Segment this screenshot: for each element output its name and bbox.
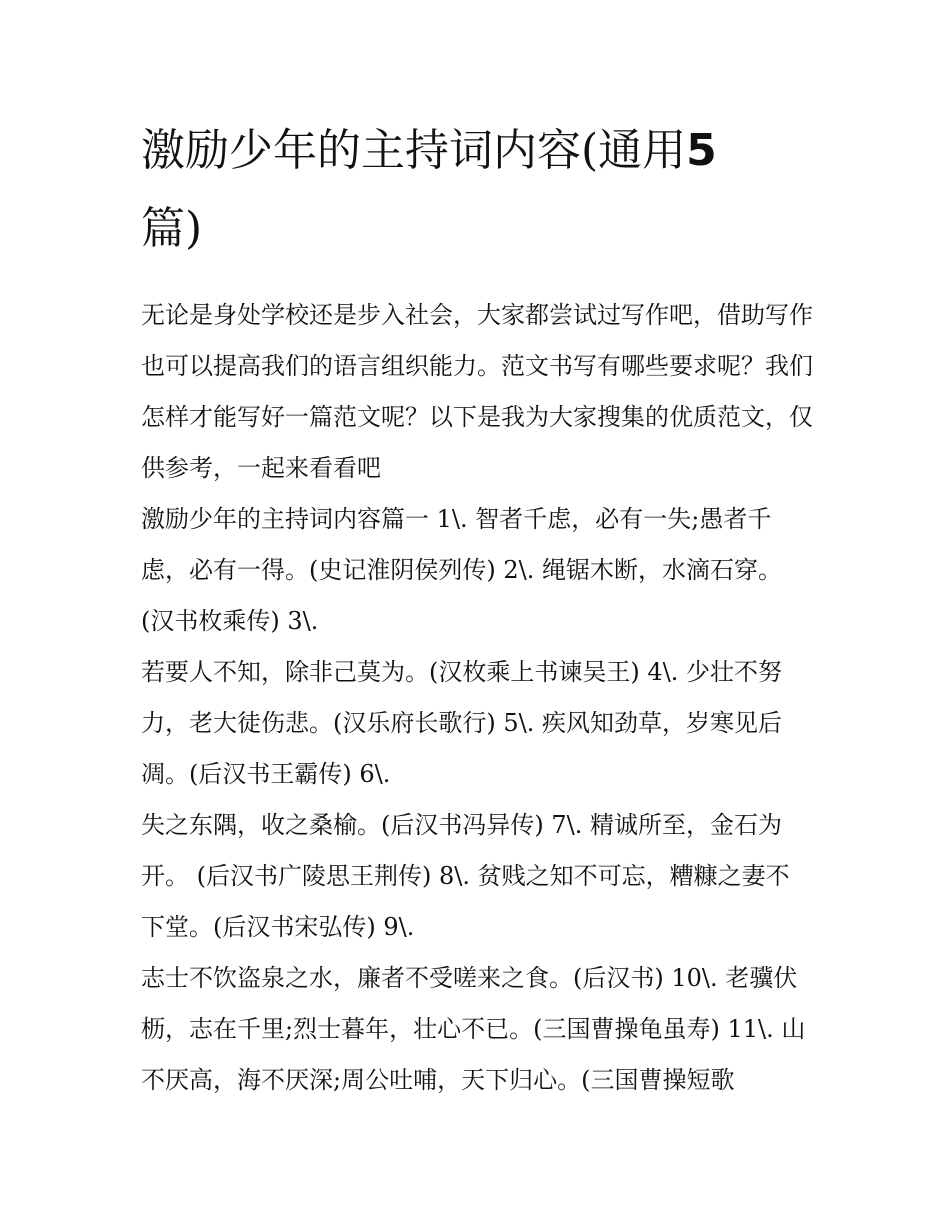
title-end-text: 篇) <box>141 203 203 254</box>
body-paragraph: 若要人不知，除非己莫为。(汉枚乘上书谏吴王) 4\. 少壮不努力，老大徒伤悲。(汉乐府长歌行) 5\. 疾风知劲草，岁寒见后凋。(后汉书王霸传) 6\. <box>141 658 782 788</box>
body-paragraph: 激励少年的主持词内容篇一 1\. 智者千虑，必有一失;愚者千虑，必有一得。(史记淮阴侯列传) 2\. 绳锯木断，水滴石穿。(汉书枚乘传) 3\. <box>141 505 782 635</box>
title-main-text: 激励少年的主持词内容(通用 <box>141 125 687 176</box>
title-number: 5 <box>686 125 717 176</box>
intro-paragraph: 无论是身处学校还是步入社会，大家都尝试过写作吧，借助写作也可以提高我们的语言组织能力。范文书写有哪些要求呢？我们怎样才能写好一篇范文呢？以下是我为大家搜集的优质范文，仅供参考，一起来看看吧 <box>141 301 813 482</box>
body-paragraph: 失之东隅，收之桑榆。(后汉书冯异传) 7\. 精诚所至，金石为开。 (后汉书广陵思王荆传) 8\. 贫贱之知不可忘，糟糠之妻不下堂。(后汉书宋弘传) 9\. <box>141 811 790 941</box>
document-content <box>141 112 813 1106</box>
document-title <box>141 112 813 268</box>
body-paragraph: 志士不饮盗泉之水，廉者不受嗟来之食。(后汉书) 10\. 老骥伏枥，志在千里;烈士暮年，壮心不已。(三国曹操龟虽寿) 11\. 山不厌高，海不厌深;周公吐哺，天下归心。(三国曹操短歌 <box>141 964 806 1094</box>
